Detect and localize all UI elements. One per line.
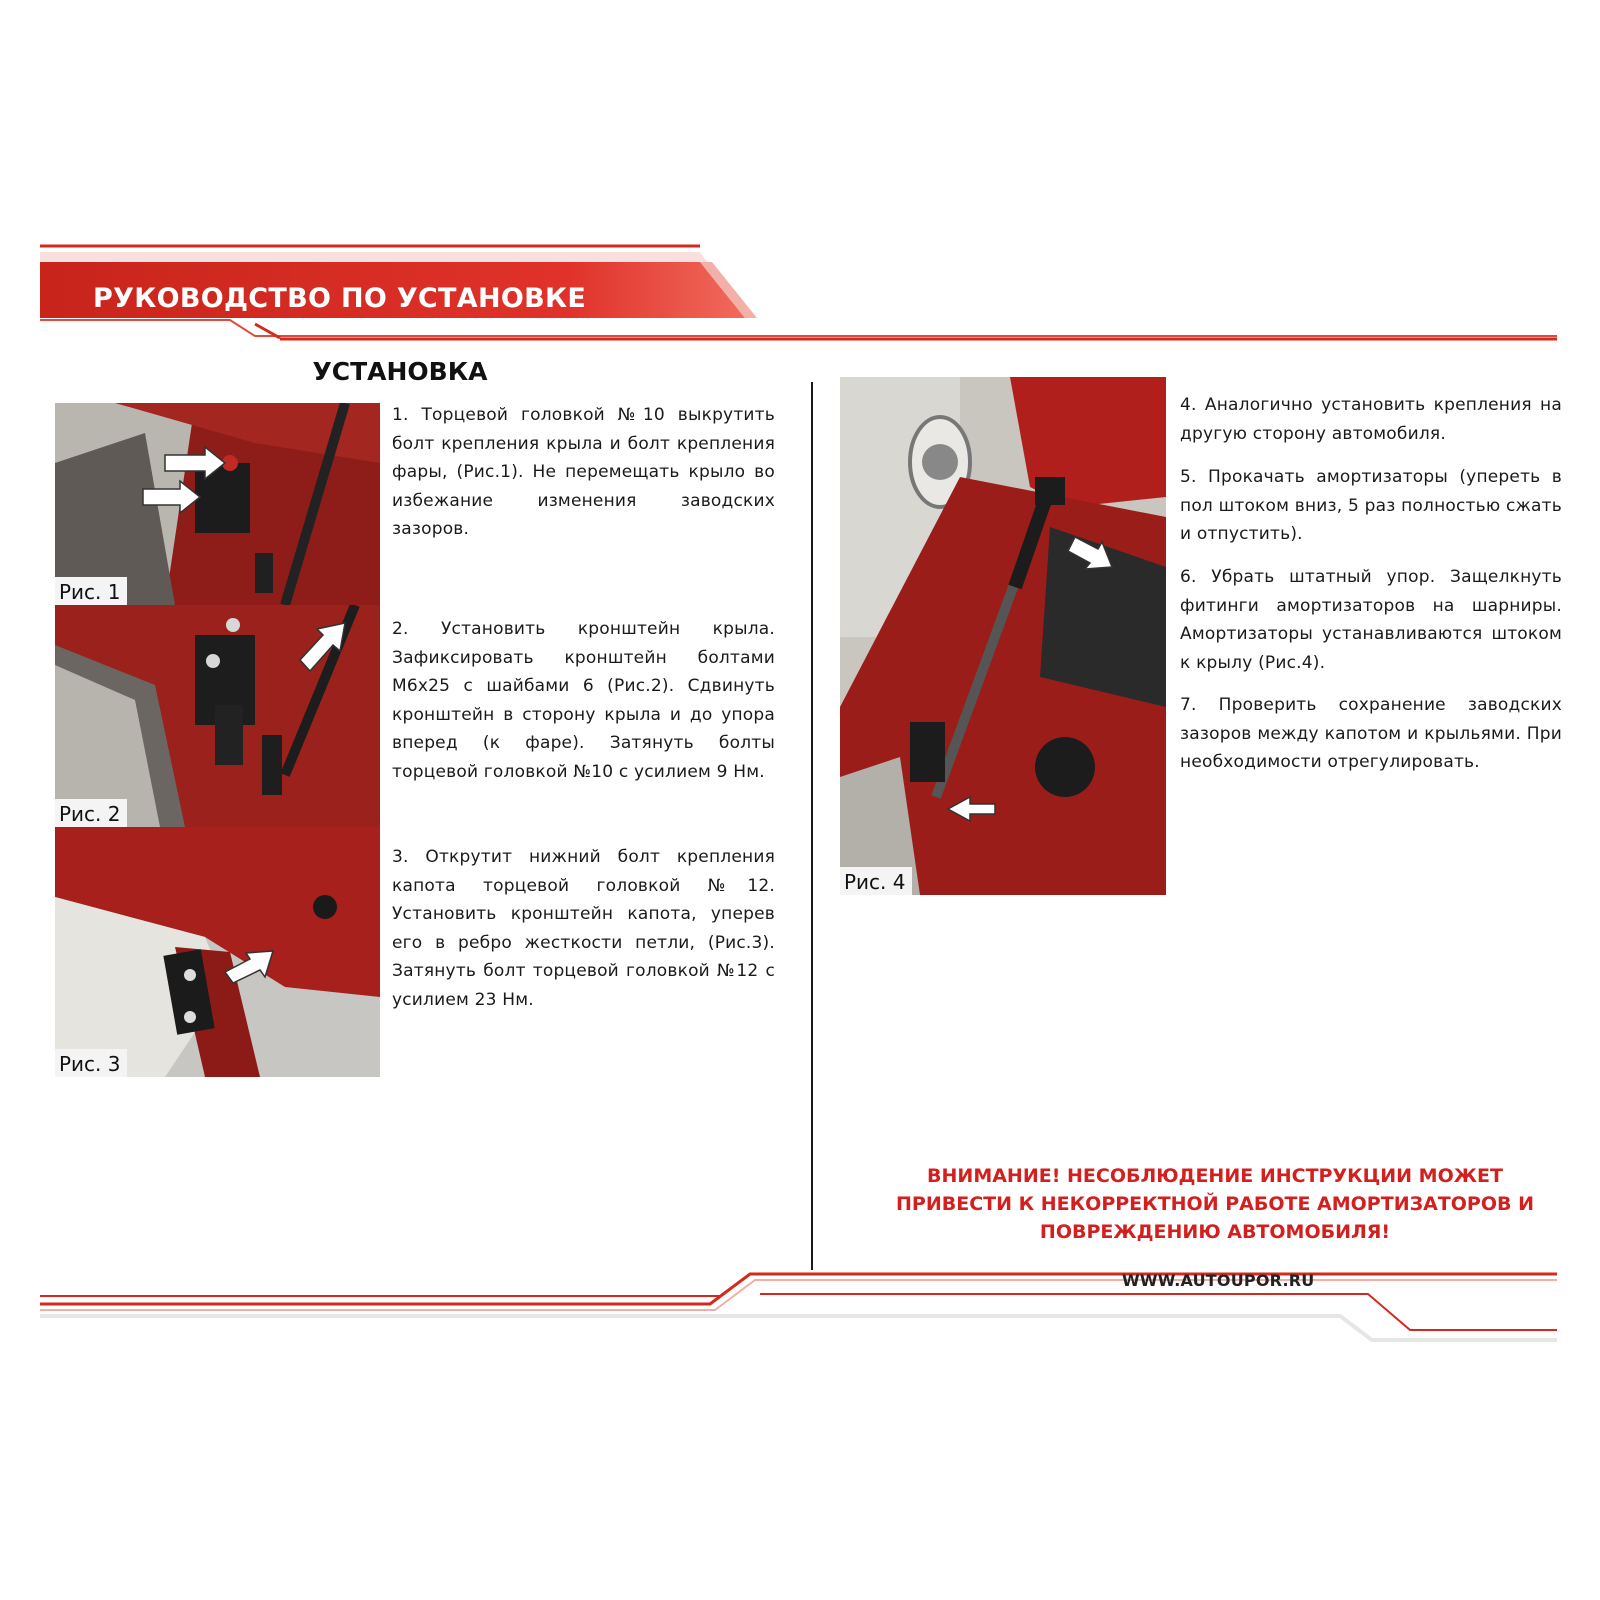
warning-text: ВНИМАНИЕ! НЕСОБЛЮДЕНИЕ ИНСТРУКЦИИ МОЖЕТ ПРИВЕСТИ К НЕКОРРЕКТНОЙ РАБОТЕ АМОРТИЗАТОРОВ И ПОВРЕЖДЕНИЮ АВТОМОБИЛЯ! [896, 1165, 1534, 1243]
step-3-text: 3. Открутит нижний болт крепления капота торцевой головкой №12. Установить кронштейн капота, уперев его в ребро жесткости петли, (Рис.3). Затянуть болт торцевой головкой №12 с усилием 23 Нм. [392, 847, 775, 1010]
figure-4-photo [840, 377, 1166, 895]
figure-1-label: Рис. 1 [55, 577, 127, 605]
step-2-text: 2. Установить кронштейн крыла. Зафиксировать кронштейн болтами М6х25 с шайбами 6 (Рис.2). Сдвинуть кронштейн в сторону крыла и до упора вперед (к фаре). Затянуть болты торцевой головкой №10 с усилием 9 Нм. [392, 619, 775, 782]
step-7-text: 7. Проверить сохранение заводских зазоров между капотом и крыльями. При необходимости отрегулировать. [1180, 695, 1562, 772]
footer-decoration [0, 1268, 1600, 1348]
step-4-text: 4. Аналогично установить крепления на другую сторону автомобиля. [1180, 395, 1562, 444]
figure-2-image [55, 605, 380, 827]
figure-4-image [840, 377, 1166, 895]
figure-3-label: Рис. 3 [55, 1049, 127, 1077]
figure-1-photo [55, 403, 380, 605]
step-5-text: 5. Прокачать амортизаторы (упереть в пол штоком вниз, 5 раз полностью сжать и отпустить). [1180, 467, 1562, 544]
figure-2-photo [55, 605, 380, 827]
figure-1-image [55, 403, 380, 605]
column-divider [811, 382, 813, 1270]
step-6-text: 6. Убрать штатный упор. Защелкнуть фитинги амортизаторов на шарниры. Амортизаторы устанавливаются штоком к крылу (Рис.4). [1180, 567, 1562, 673]
figure-2-label: Рис. 2 [55, 799, 127, 827]
section-title: УСТАНОВКА [312, 357, 488, 386]
figure-3-photo [55, 827, 380, 1077]
website-url[interactable]: WWW.AUTOUPOR.RU [1122, 1271, 1315, 1290]
figure-4-label: Рис. 4 [840, 867, 912, 895]
step-1-text: 1. Торцевой головкой №10 выкрутить болт крепления крыла и болт крепления фары, (Рис.1). Не перемещать крыло во избежание изменения заводских зазоров. [392, 405, 775, 539]
figure-3-image [55, 827, 380, 1077]
banner-title: РУКОВОДСТВО ПО УСТАНОВКЕ [93, 283, 587, 314]
